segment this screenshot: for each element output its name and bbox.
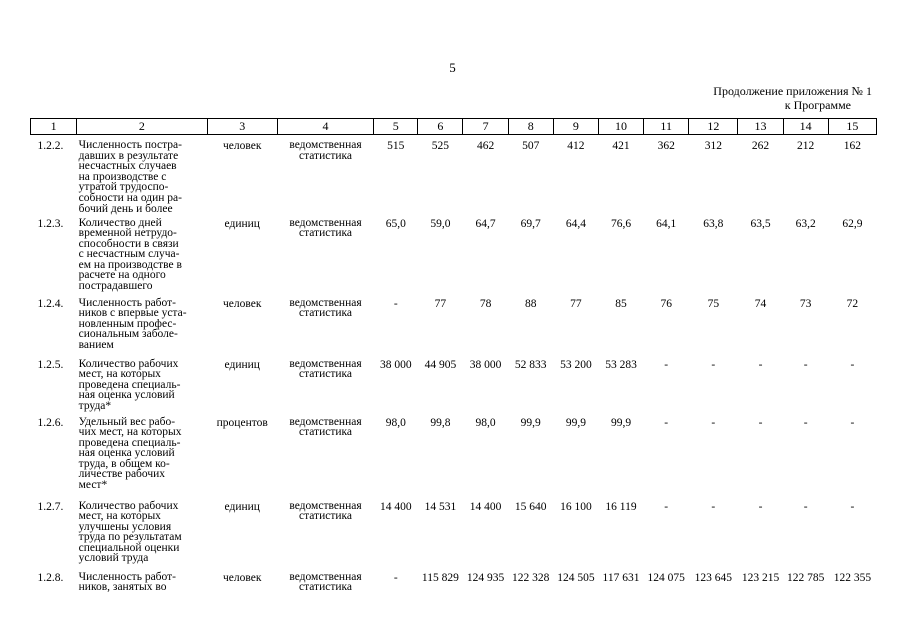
column-header-5: 5 (374, 119, 418, 135)
appendix-caption (713, 84, 872, 112)
column-header-1: 1 (31, 119, 77, 135)
indicator-name-line: специальной оценки (78, 541, 180, 554)
value-cell: 362 (657, 140, 675, 152)
value-cell: 72 (846, 297, 859, 310)
value-cell: - (803, 500, 808, 513)
value-cell: 53 283 (605, 358, 637, 371)
data-source-line: ведомственная (289, 357, 362, 370)
value-cell: 98,0 (385, 416, 406, 429)
indicator-name (77, 572, 207, 602)
column-header-15: 15 (828, 119, 876, 135)
data-source-line: ведомственная (289, 139, 362, 151)
indicator-name-line: ников, занятых во (78, 581, 167, 594)
value-cell: - (758, 416, 763, 429)
column-header-9: 9 (553, 119, 598, 135)
value-cell: - (803, 416, 808, 429)
indicator-name-line: ников с впервые уста- (78, 307, 187, 320)
data-source (277, 501, 373, 572)
data-source (277, 298, 373, 359)
row-code: 1.2.5. (37, 358, 64, 371)
indicator-name (77, 218, 207, 298)
indicator-name-line: сиональным заболе- (78, 328, 178, 341)
unit: единиц (224, 217, 260, 230)
table-row (31, 135, 877, 218)
value-cell: 53 200 (560, 358, 592, 371)
value-cell: 122 355 (833, 571, 872, 584)
value-cell: 212 (797, 140, 815, 152)
indicator-name-line: чих мест, на которых (78, 426, 182, 439)
value-cell: 74 (754, 297, 767, 310)
value-cell: 64,1 (656, 217, 677, 230)
indicator-name-line: условий труда (78, 552, 149, 565)
value-cell: 76,6 (610, 217, 632, 230)
value-cell: 117 631 (602, 571, 640, 584)
value-cell: 85 (615, 297, 627, 310)
data-source-line: статистика (298, 307, 353, 320)
column-header-3: 3 (207, 119, 277, 135)
value-cell: 38 000 (469, 358, 502, 371)
indicator-name-line: труда, в общем ко- (78, 457, 170, 470)
value-cell: 99,9 (565, 416, 586, 429)
data-source-line: статистика (298, 426, 353, 439)
indicator-name-line: Удельный вес рабо- (78, 415, 176, 428)
value-cell: 99,8 (430, 416, 451, 429)
indicator-name-line: Численность постра- (78, 139, 182, 151)
indicator-name-line: личестве рабочих (78, 468, 166, 481)
indicator-name-line: на производстве с (78, 170, 167, 183)
value-cell: - (711, 500, 716, 513)
value-cell: 44 905 (424, 358, 457, 371)
value-cell: 421 (612, 140, 630, 152)
value-cell: - (850, 358, 855, 371)
indicator-name-line: Численность работ- (78, 296, 176, 309)
indicator-name-line: бочий день и более (78, 202, 173, 215)
indicator-name-line: с несчастным случа- (78, 248, 180, 261)
value-cell: - (664, 358, 669, 371)
value-cell: - (803, 358, 808, 371)
value-cell: 59,0 (430, 217, 451, 230)
value-cell: 99,9 (520, 416, 541, 429)
value-cell: 64,7 (475, 217, 496, 230)
value-cell: 77 (570, 297, 582, 310)
value-cell: 69,7 (520, 217, 541, 230)
indicator-name (77, 135, 207, 218)
column-header-13: 13 (738, 119, 783, 135)
indicator-name-line: расчете на одного (78, 269, 166, 282)
column-header-10: 10 (598, 119, 643, 135)
value-cell: 76 (660, 297, 672, 310)
indicator-name-line: давших в результате (78, 149, 179, 162)
value-cell: - (850, 500, 855, 513)
value-cell: 122 328 (512, 571, 550, 584)
data-source-line: статистика (298, 581, 353, 594)
indicator-name-line: собности на один ра- (78, 191, 182, 204)
indicator-name-line: ем на производстве в (78, 258, 182, 271)
value-cell: 16 100 (560, 500, 592, 513)
row-code: 1.2.7. (37, 500, 64, 513)
value-cell: 123 215 (741, 571, 780, 584)
indicator-name (77, 298, 207, 359)
table-row (31, 359, 877, 417)
data-source-line: ведомственная (289, 570, 362, 583)
indicator-name (77, 359, 207, 417)
indicator-name-line: ная оценка условий (78, 447, 175, 460)
data-source (277, 359, 373, 417)
indicator-name-line: труда* (78, 399, 112, 412)
data-source-line: статистика (298, 149, 353, 162)
data-source-line: статистика (298, 368, 353, 381)
column-header-8: 8 (508, 119, 553, 135)
value-cell: 14 400 (379, 500, 412, 513)
value-cell: 64,4 (565, 217, 586, 230)
column-header-11: 11 (644, 119, 689, 135)
indicator-name-line: Численность работ- (78, 570, 176, 583)
value-cell: 525 (431, 140, 450, 152)
value-cell: 14 531 (424, 500, 457, 513)
data-source (277, 218, 373, 298)
indicator-name-line: улучшены условия (78, 520, 172, 533)
value-cell: 75 (707, 297, 720, 310)
value-cell: 65,0 (385, 217, 406, 230)
indicator-name-line: труда по результатам (78, 531, 182, 544)
row-code: 1.2.8. (37, 571, 64, 584)
indicator-name-line: несчастных случаев (78, 160, 177, 173)
data-source (277, 417, 373, 501)
value-cell: - (758, 358, 763, 371)
data-source-line: ведомственная (289, 415, 362, 428)
value-cell: - (664, 500, 669, 513)
column-header-2: 2 (77, 119, 207, 135)
value-cell: 98,0 (475, 416, 496, 429)
column-header-12: 12 (689, 119, 738, 135)
value-cell: - (758, 500, 763, 513)
appendix-line-1: Продолжение приложения № 1 (713, 84, 872, 98)
unit: единиц (224, 500, 260, 513)
value-cell: 73 (799, 297, 812, 310)
indicator-name-line: мест, на которых (78, 510, 161, 523)
table-row (31, 218, 877, 298)
unit: человек (223, 571, 262, 584)
value-cell: - (393, 297, 398, 310)
column-header-4: 4 (277, 119, 373, 135)
value-cell: 262 (751, 140, 770, 152)
row-code: 1.2.2. (37, 140, 64, 152)
indicator-name-line: ная оценка условий (78, 389, 175, 402)
column-number-row (31, 119, 877, 135)
table-row (31, 501, 877, 572)
value-cell: - (711, 416, 716, 429)
value-cell: 124 505 (557, 571, 595, 584)
indicator-name (77, 501, 207, 572)
data-source (277, 572, 373, 602)
indicator-name-line: ванием (78, 338, 114, 351)
value-cell: 115 829 (421, 571, 459, 584)
indicator-name-line: мест, на которых (78, 368, 161, 381)
row-code: 1.2.6. (37, 416, 64, 429)
data-source (277, 135, 373, 218)
table-row (31, 298, 877, 359)
value-cell: 15 640 (514, 500, 547, 513)
indicator-name (77, 417, 207, 501)
column-header-14: 14 (783, 119, 828, 135)
value-cell: 63,8 (703, 217, 724, 230)
value-cell: 77 (434, 297, 447, 310)
value-cell: 16 119 (605, 500, 637, 513)
data-source-line: статистика (298, 227, 353, 240)
value-cell: 312 (704, 140, 722, 152)
indicator-name-line: проведена специаль- (78, 436, 181, 449)
value-cell: 507 (522, 140, 540, 152)
indicator-name-line: мест* (78, 479, 108, 492)
value-cell: 412 (567, 140, 585, 152)
indicator-name-line: утратой трудоспо- (78, 181, 169, 194)
row-code: 1.2.4. (37, 297, 64, 310)
indicator-name-line: временной нетрудо- (78, 227, 177, 240)
value-cell: 38 000 (379, 358, 412, 371)
value-cell: 123 645 (694, 571, 733, 584)
indicator-name-line: способности в связи (78, 237, 179, 250)
unit: человек (223, 297, 262, 310)
value-cell: 99,9 (610, 416, 632, 429)
indicator-name-line: Количество рабочих (78, 499, 179, 512)
value-cell: - (664, 416, 669, 429)
data-source-line: статистика (298, 510, 353, 523)
data-source-line: ведомственная (289, 216, 362, 229)
value-cell: 124 935 (466, 571, 505, 584)
unit: единиц (224, 358, 260, 371)
indicator-name-line: проведена специаль- (78, 378, 181, 391)
value-cell: 162 (843, 140, 861, 152)
indicators-table (30, 118, 877, 602)
page-number: 5 (449, 60, 456, 75)
table-row (31, 417, 877, 501)
value-cell: 63,2 (795, 217, 816, 230)
indicator-name-line: Количество дней (78, 216, 162, 229)
unit: человек (223, 140, 262, 152)
column-header-7: 7 (463, 119, 508, 135)
unit: процентов (216, 416, 268, 429)
data-source-line: ведомственная (289, 296, 362, 309)
value-cell: 52 833 (514, 358, 547, 371)
table-row (31, 572, 877, 602)
value-cell: - (711, 358, 716, 371)
value-cell: 122 785 (786, 571, 825, 584)
data-source-line: ведомственная (289, 499, 362, 512)
appendix-line-2: к Программе (784, 98, 851, 112)
value-cell: 14 400 (469, 500, 502, 513)
value-cell: 78 (479, 297, 492, 310)
value-cell: 515 (387, 140, 405, 152)
indicator-name-line: новленным профес- (78, 317, 177, 330)
value-cell: 62,9 (842, 217, 863, 230)
value-cell: 462 (476, 140, 495, 152)
value-cell: 63,5 (750, 217, 771, 230)
indicator-name-line: пострадавшего (78, 280, 153, 293)
value-cell: 124 075 (647, 571, 685, 584)
value-cell: 88 (524, 297, 537, 310)
value-cell: - (850, 416, 855, 429)
indicator-name-line: Количество рабочих (78, 357, 179, 370)
column-header-6: 6 (418, 119, 463, 135)
row-code: 1.2.3. (37, 217, 64, 230)
value-cell: - (393, 571, 398, 584)
